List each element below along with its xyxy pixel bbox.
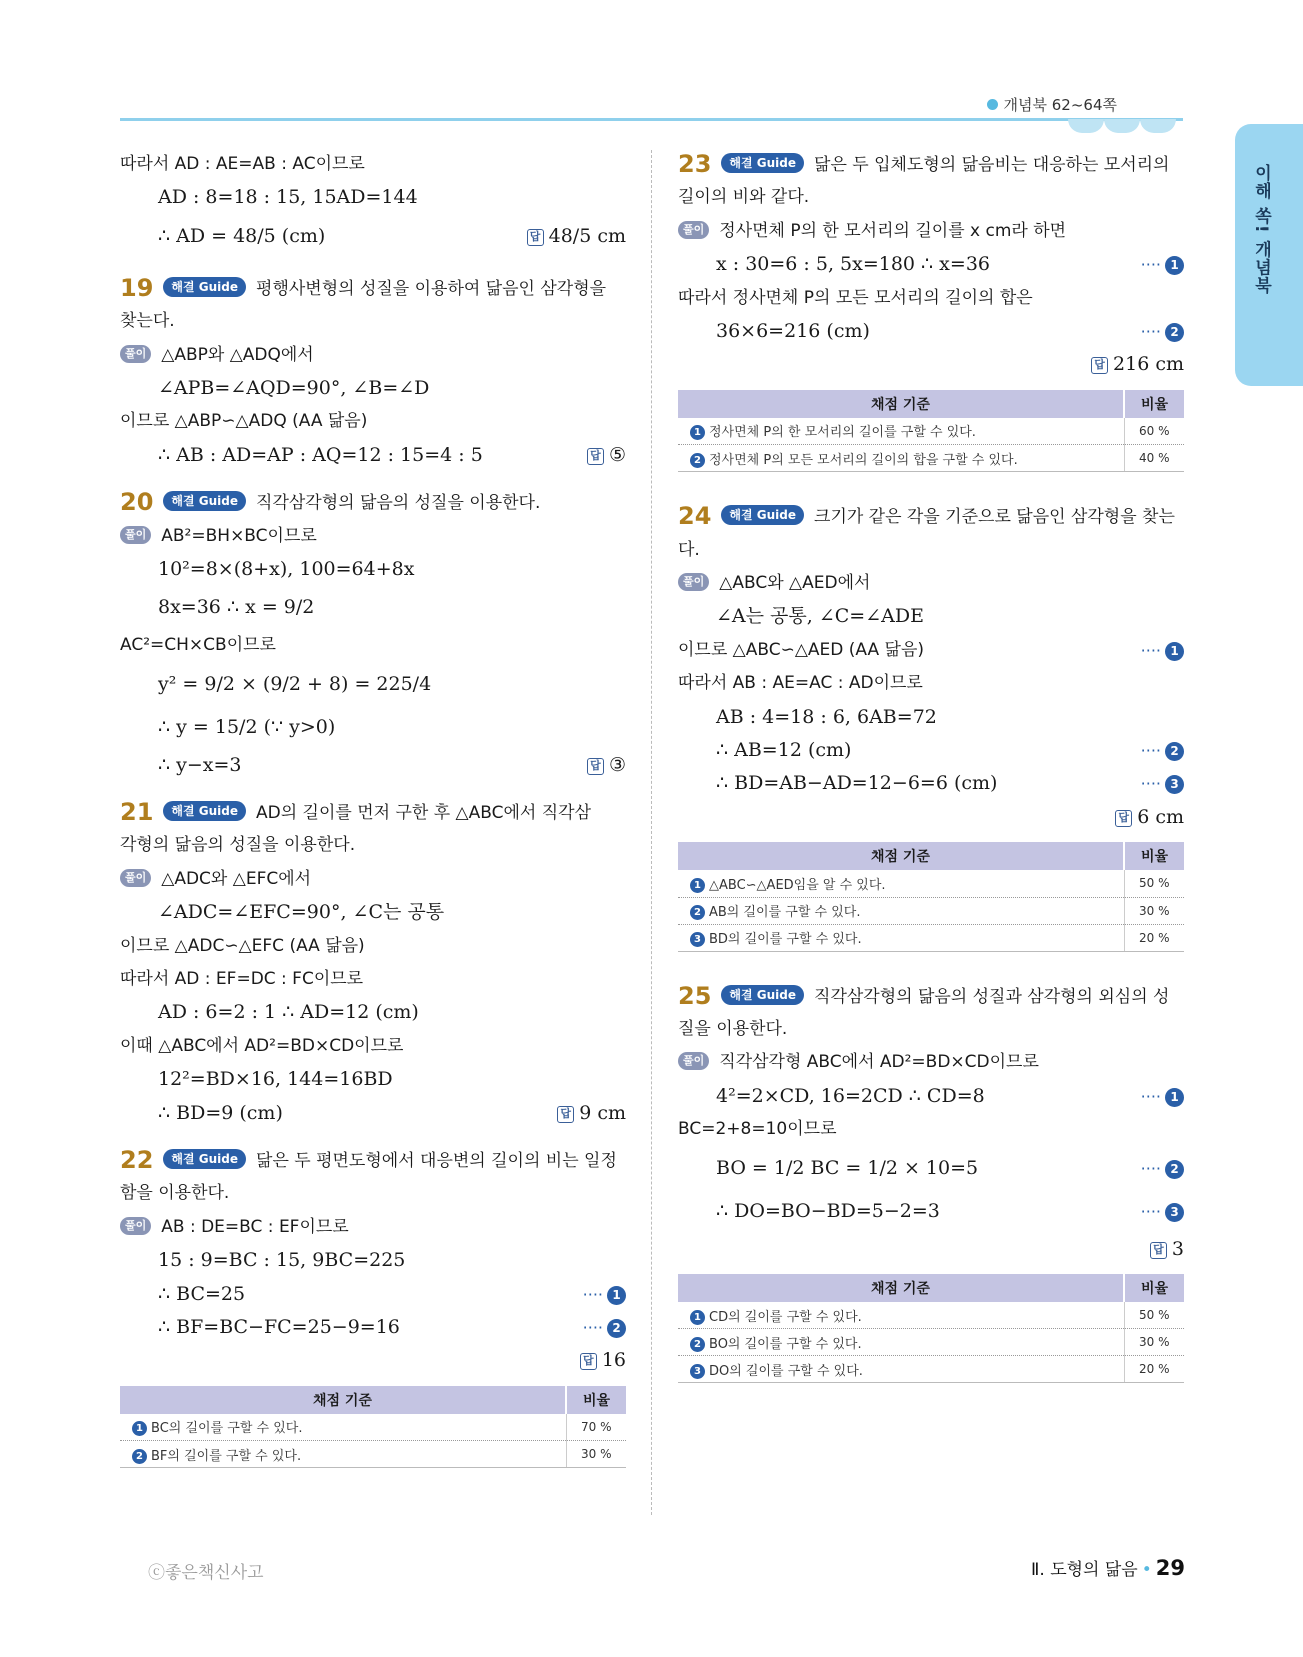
solution-line [120,339,626,372]
line-text: 따라서 AD : AE=AB : AC이므로 [120,154,365,174]
solution-line [120,963,626,996]
line-text: 36×6=216 (cm) [716,319,870,342]
answer-value: 216 cm [1113,353,1184,376]
scoring-table [678,390,1184,473]
line-text: 따라서 AB : AE=AC : AD이므로 [678,673,923,694]
line-text: 직각삼각형 ABC에서 AD²=BD×CD이므로 [719,1052,1039,1073]
solution-line [120,1278,626,1311]
criterion-text: CD의 길이를 구할 수 있다. [709,1309,862,1325]
answer [527,215,626,258]
line-text: AD : 8=18 : 15, 15AD=144 [158,186,418,209]
solution-badge: 풀이 [678,221,709,239]
step-marker [1141,248,1184,281]
line-text: 직각삼각형의 닮음의 성질과 삼각형의 외심의 성 [814,986,1170,1007]
table-header-row [678,1274,1184,1302]
table-header: 채점 기준 [120,1386,566,1414]
wave-decoration [1140,119,1176,133]
table-header-ratio: 비율 [1124,1274,1184,1302]
line-text: ∴ AB : AD=AP : AQ=12 : 15=4 : 5 [158,443,483,466]
spacer [120,258,626,272]
step-marker [1141,1190,1184,1233]
bullet-icon: • [1141,1560,1152,1580]
criterion-text: BF의 길이를 구할 수 있다. [151,1448,302,1464]
step-marker [1141,634,1184,667]
page-footer [1031,1555,1185,1580]
solution-line [678,1113,1184,1146]
answer-tag-icon: 답 [527,229,544,246]
table-row [678,418,1184,445]
answer [587,439,626,472]
solution-line [678,1147,1184,1190]
solution-badge: 풀이 [678,1052,709,1070]
solution-line [120,706,626,749]
solution-line [120,629,626,662]
publisher-label: ⓒ좋은책신사고 [148,1563,264,1583]
answer-value: 6 cm [1137,805,1184,828]
table-header: 채점 기준 [678,390,1124,418]
answer-tag-icon: 답 [1091,357,1108,374]
step-arrow-icon: ···· [582,1284,603,1304]
solution-line [120,372,626,405]
table-header-ratio: 비율 [566,1386,626,1414]
answer-value: 16 [601,1349,626,1372]
criterion-cell [120,1414,566,1441]
table-row [678,870,1184,897]
solution-line [120,1211,626,1244]
criterion-cell [678,1356,1124,1383]
solution-badge: 풀이 [120,1217,151,1235]
answer [1091,348,1184,381]
problem-number: 24 [678,502,712,531]
line-text: 함을 이용한다. [120,1183,230,1204]
ratio-cell: 40 % [1124,445,1184,472]
solution-line [120,1344,626,1377]
solution-line [678,1233,1184,1266]
step-number-icon: 3 [1165,775,1184,794]
spacer [678,952,1184,966]
solution-line [678,534,1184,567]
criterion-cell [678,418,1124,445]
side-tab-label: 이해 쏙! 개념북 [1251,164,1271,295]
ratio-cell: 30 % [1124,1329,1184,1356]
line-text: 이므로 △ABC∽△AED (AA 닮음) [678,639,925,660]
solution-line [120,1244,626,1277]
line-text: 12²=BD×16, 144=16BD [158,1068,393,1091]
solution-line [678,1080,1184,1113]
guide-badge: 해결 Guide [163,277,246,297]
step-arrow-icon: ···· [1140,774,1161,794]
line-text: ∴ BD=9 (cm) [158,1101,283,1124]
criterion-cell [120,1441,566,1468]
line-text: y² = 9/2 × (9/2 + 8) = 225/4 [158,672,432,695]
line-text: AB²=BH×BC이므로 [161,525,317,546]
solution-line [678,215,1184,248]
line-text: BC=2+8=10이므로 [678,1119,837,1140]
step-number-icon: 2 [690,905,705,920]
answer [1115,801,1184,834]
answer [580,1344,626,1377]
step-number-icon: 1 [1165,256,1184,275]
step-arrow-icon: ···· [1140,255,1161,275]
solution-line [120,553,626,586]
step-arrow-icon: ···· [1140,640,1161,660]
step-arrow-icon: ···· [1140,740,1161,760]
guide-badge: 해결 Guide [721,153,804,173]
line-text: 15 : 9=BC : 15, 9BC=225 [158,1249,406,1272]
ratio-cell: 30 % [1124,897,1184,924]
table-header-row [678,842,1184,870]
solution-line [120,749,626,782]
step-number-icon: 1 [1165,1088,1184,1107]
spacer [120,472,626,486]
solution-line [120,930,626,963]
table-row [678,1329,1184,1356]
answer [587,749,626,782]
step-number-icon: 2 [132,1449,147,1464]
answer-tag-icon: 답 [580,1353,597,1370]
solution-line [678,801,1184,834]
header-rule [120,118,1183,121]
answer [1150,1233,1184,1266]
solution-line [678,767,1184,800]
ratio-cell: 20 % [1124,924,1184,951]
line-text: 다. [678,539,700,560]
scoring-table [120,1386,626,1469]
page-reference-text: 개념북 62~64쪽 [1003,96,1117,114]
criterion-cell [678,897,1124,924]
line-text: ∴ y−x=3 [158,753,242,776]
step-marker [1141,1147,1184,1190]
line-text: x : 30=6 : 5, 5x=180 ∴ x=36 [716,253,990,276]
step-number-icon: 3 [690,1364,705,1379]
table-row [678,924,1184,951]
line-text: △ABC와 △AED에서 [719,573,871,594]
answer-value: ③ [608,753,626,776]
solution-line [678,701,1184,734]
solution-line [120,1177,626,1210]
table-row [678,445,1184,472]
guide-badge: 해결 Guide [163,491,246,511]
solution-line [678,1190,1184,1233]
criterion-cell [678,445,1124,472]
solution-line [678,667,1184,700]
line-text: 각형의 닮음의 성질을 이용한다. [120,835,356,856]
step-marker [583,1311,626,1344]
line-text: 정사면체 P의 한 모서리의 길이를 x cm라 하면 [719,220,1067,241]
line-text: BO = 1/2 BC = 1/2 × 10=5 [716,1156,979,1179]
step-arrow-icon: ···· [1140,321,1161,341]
problem-heading [678,148,1184,181]
solution-line [678,1046,1184,1079]
solution-line [678,248,1184,281]
solution-line [120,181,626,214]
solution-line [120,305,626,338]
criterion-text: △ABC∽△AED임을 알 수 있다. [709,877,886,893]
line-text: ∠APB=∠AQD=90°, ∠B=∠D [158,376,430,399]
answer-tag-icon: 답 [587,758,604,775]
scoring-table [678,842,1184,952]
criterion-text: 정사면체 P의 한 모서리의 길이를 구할 수 있다. [709,425,976,441]
criterion-text: 정사면체 P의 모든 모서리의 길이의 합을 구할 수 있다. [709,452,1018,468]
table-header-ratio: 비율 [1124,842,1184,870]
answer-tag-icon: 답 [1115,810,1132,827]
step-marker [1141,767,1184,800]
table-row [678,1302,1184,1329]
line-text: 닮은 두 평면도형에서 대응변의 길이의 비는 일정 [256,1150,617,1171]
step-number-icon: 2 [1165,742,1184,761]
answer-tag-icon: 답 [1150,1242,1167,1259]
line-text: 찾는다. [120,311,175,332]
solution-badge: 풀이 [120,526,151,544]
criterion-cell [678,870,1124,897]
table-row [120,1441,626,1468]
page-reference [987,94,1117,115]
line-text: AC²=CH×CB이므로 [120,635,276,656]
line-text: ∴ AB=12 (cm) [716,738,852,761]
line-text: 이므로 △ABP∽△ADQ (AA 닮음) [120,411,368,432]
step-arrow-icon: ···· [1140,1201,1161,1221]
solution-line [678,282,1184,315]
answer-value: 48/5 cm [548,224,626,247]
wave-decoration [1068,119,1104,133]
spacer [120,1130,626,1144]
solution-line [120,829,626,862]
ratio-cell: 50 % [1124,870,1184,897]
line-text: ∠A는 공통, ∠C=∠ADE [716,605,924,628]
line-text: ∴ y = 15/2 (∵ y>0) [158,715,336,738]
step-number-icon: 1 [690,878,705,893]
ratio-cell: 20 % [1124,1356,1184,1383]
line-text: ∴ BF=BC−FC=25−9=16 [158,1315,400,1338]
step-number-icon: 1 [1165,642,1184,661]
step-arrow-icon: ···· [1140,1158,1161,1178]
scoring-table [678,1274,1184,1384]
left-column [120,148,626,1468]
table-row [678,1356,1184,1383]
line-text: 10²=8×(8+x), 100=64+8x [158,557,415,580]
line-text: 질을 이용한다. [678,1019,788,1040]
line-text: ∠ADC=∠EFC=90°, ∠C는 공통 [158,901,445,924]
bullet-dot-icon [987,99,998,110]
solution-line [678,634,1184,667]
ratio-cell: 60 % [1124,418,1184,445]
line-text: 8x=36 ∴ x = 9/2 [158,596,315,619]
step-number-icon: 2 [1165,323,1184,342]
step-number-icon: 2 [607,1319,626,1338]
solution-badge: 풀이 [120,345,151,363]
step-number-icon: 3 [690,932,705,947]
step-marker [1141,315,1184,348]
solution-line [120,996,626,1029]
solution-line [120,439,626,472]
solution-badge: 풀이 [120,869,151,887]
step-arrow-icon: ···· [582,1317,603,1337]
line-text: 직각삼각형의 닮음의 성질을 이용한다. [256,493,541,514]
problem-number: 22 [120,1145,154,1174]
problem-number: 23 [678,150,712,178]
line-text: ∴ DO=BO−BD=5−2=3 [716,1199,940,1222]
step-number-icon: 2 [690,453,705,468]
column-divider [651,150,652,1515]
page-number: 29 [1155,1556,1185,1580]
line-text: AB : DE=BC : EF이므로 [161,1216,349,1237]
ratio-cell: 70 % [566,1414,626,1441]
solution-line [678,315,1184,348]
ratio-cell: 50 % [1124,1302,1184,1329]
line-text: △ADC와 △EFC에서 [161,868,312,889]
solution-line [678,181,1184,214]
line-text: ∴ AD = 48/5 (cm) [158,224,326,247]
criterion-cell [678,1329,1124,1356]
solution-line [120,1063,626,1096]
solution-line [120,896,626,929]
problem-heading [120,486,626,519]
line-text: 이므로 △ADC∽△EFC (AA 닮음) [120,935,365,956]
line-text: 따라서 정사면체 P의 모든 모서리의 길이의 합은 [678,287,1033,308]
solution-line [120,520,626,553]
chapter-label: Ⅱ. 도형의 닮음 [1031,1560,1138,1580]
answer-value: ⑤ [608,443,626,466]
step-arrow-icon: ···· [1140,1086,1161,1106]
step-marker [1141,734,1184,767]
solution-line [120,1097,626,1130]
solution-line [120,148,626,181]
solution-line [678,1013,1184,1046]
right-column [678,148,1184,1383]
criterion-cell [678,924,1124,951]
step-marker [583,1278,626,1311]
step-number-icon: 1 [132,1421,147,1436]
table-header-row [120,1386,626,1414]
problem-number: 20 [120,488,154,517]
spacer [678,486,1184,500]
line-text: 따라서 AD : EF=DC : FC이므로 [120,969,364,990]
answer-tag-icon: 답 [557,1106,574,1123]
line-text: 평행사변형의 성질을 이용하여 닮음인 삼각형을 [256,278,607,299]
line-text: △ABP와 △ADQ에서 [161,344,314,365]
spacer [678,472,1184,486]
line-text: 이때 △ABC에서 AD²=BD×CD이므로 [120,1035,404,1056]
solution-line [120,405,626,438]
table-header: 채점 기준 [678,1274,1124,1302]
criterion-cell [678,1302,1124,1329]
solution-line [120,1311,626,1344]
step-number-icon: 1 [607,1286,626,1305]
spacer [678,966,1184,980]
table-header: 채점 기준 [678,842,1124,870]
ratio-cell: 30 % [566,1441,626,1468]
solution-line [678,734,1184,767]
table-header-row [678,390,1184,418]
problem-heading [678,500,1184,533]
answer [557,1097,626,1130]
solution-line [120,1030,626,1063]
table-row [678,897,1184,924]
line-text: 4²=2×CD, 16=2CD ∴ CD=8 [716,1084,985,1107]
solution-line [120,663,626,706]
guide-badge: 해결 Guide [163,1149,246,1169]
guide-badge: 해결 Guide [721,985,804,1005]
step-number-icon: 2 [1165,1160,1184,1179]
answer-value: 3 [1171,1237,1184,1260]
spacer [120,782,626,796]
line-text: AB : 4=18 : 6, 6AB=72 [716,705,937,728]
solution-badge: 풀이 [678,573,709,591]
solution-line [120,586,626,629]
line-text: AD의 길이를 먼저 구한 후 △ABC에서 직각삼 [256,803,592,824]
line-text: ∴ BC=25 [158,1282,246,1305]
answer-tag-icon: 답 [587,448,604,465]
step-number-icon: 2 [690,1337,705,1352]
problem-heading [120,796,626,829]
criterion-text: BC의 길이를 구할 수 있다. [151,1421,303,1437]
line-text: ∴ BD=AB−AD=12−6=6 (cm) [716,772,998,795]
guide-badge: 해결 Guide [721,505,804,525]
solution-line [120,215,626,258]
table-row [120,1414,626,1441]
step-marker [1141,1080,1184,1113]
criterion-text: DO의 길이를 구할 수 있다. [709,1363,863,1379]
problem-number: 21 [120,798,154,827]
step-number-icon: 1 [690,1310,705,1325]
guide-badge: 해결 Guide [163,801,246,821]
solution-line [678,348,1184,381]
solution-line [678,567,1184,600]
problem-number: 25 [678,981,712,1010]
criterion-text: BO의 길이를 구할 수 있다. [709,1336,862,1352]
criterion-text: BD의 길이를 구할 수 있다. [709,932,862,948]
problem-number: 19 [120,273,154,302]
step-number-icon: 1 [690,425,705,440]
problem-heading [120,272,626,305]
table-header-ratio: 비율 [1124,390,1184,418]
problem-heading [120,1144,626,1177]
line-text: 길이의 비와 같다. [678,187,810,208]
solution-line [120,863,626,896]
line-text: 닮은 두 입체도형의 닮음비는 대응하는 모서리의 [814,155,1170,175]
problem-heading [678,980,1184,1013]
criterion-text: AB의 길이를 구할 수 있다. [709,905,861,921]
line-text: 크기가 같은 각을 기준으로 닮음인 삼각형을 찾는 [814,507,1175,528]
solution-line [678,600,1184,633]
step-number-icon: 3 [1165,1203,1184,1222]
wave-decoration [1104,119,1140,133]
line-text: AD : 6=2 : 1 ∴ AD=12 (cm) [158,1001,419,1024]
answer-value: 9 cm [579,1101,626,1124]
side-tab [1235,124,1303,386]
